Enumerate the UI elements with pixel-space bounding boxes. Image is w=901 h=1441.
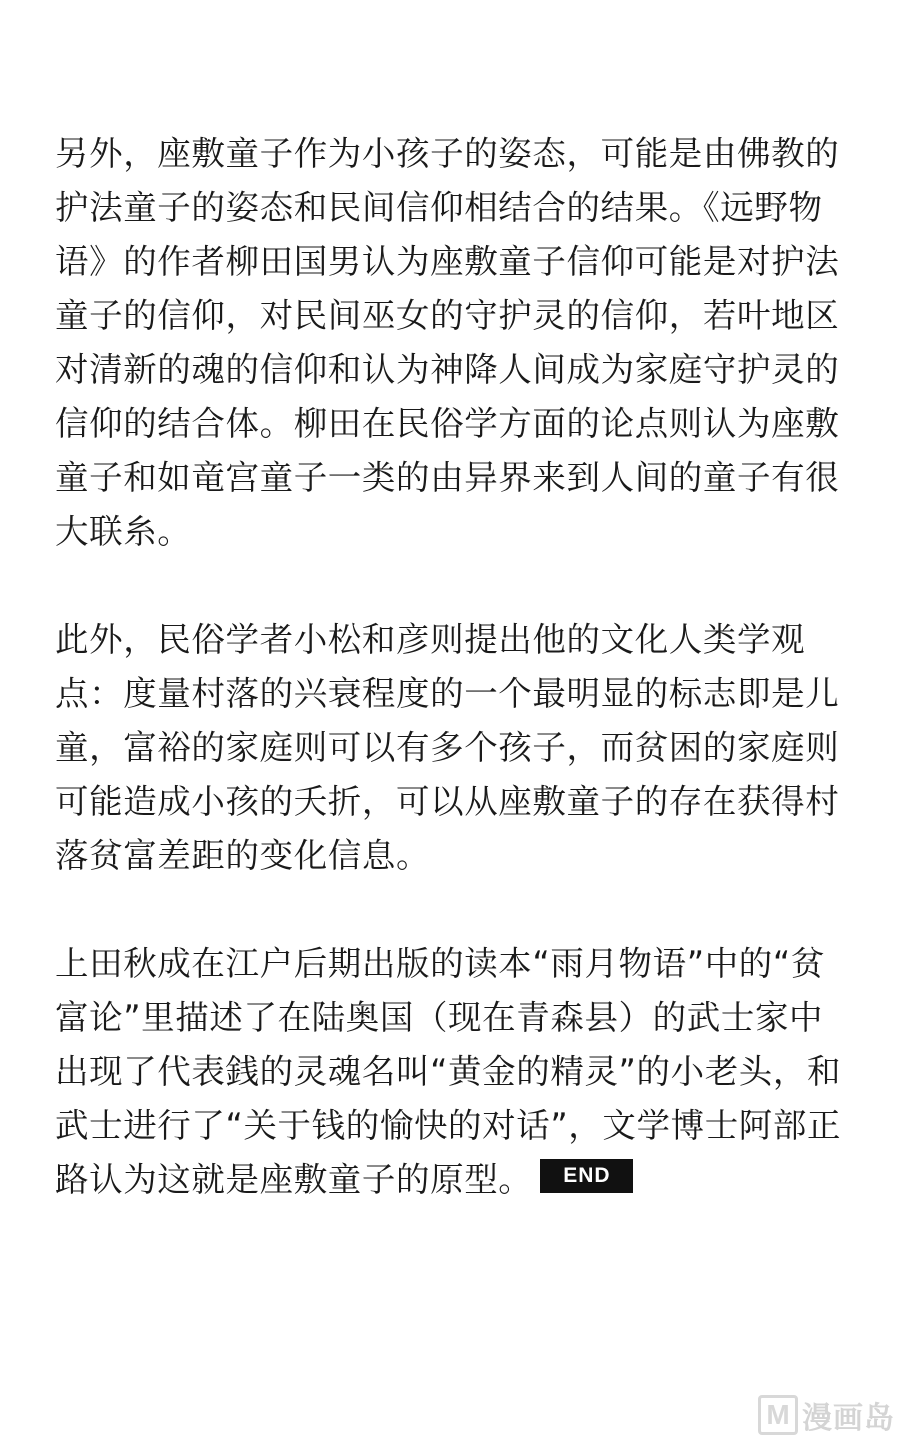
paragraph-1: 另外，座敷童子作为小孩子的姿态，可能是由佛教的护法童子的姿态和民间信仰相结合的结果。《远野物语》的作者柳田国男认为座敷童子信仰可能是对护法童子的信仰，对民间巫女的守护灵的信仰，若叶地区对清新的魂的信仰和认为神降人间成为家庭守护灵的信仰的结合体。柳田在民俗学方面的论点则认为座敷童子和如竜宫童子一类的由异界来到人间的童子有很大联糸。 <box>55 134 840 551</box>
paragraph-3 <box>55 937 850 1207</box>
paragraph-3-text: 上田秋成在江户后期出版的读本“雨月物语”中的“贫富论”里描述了在陆奥国（现在青森县）的武士家中出现了代表銭的灵魂名叫“黄金的精灵”的小老头，和武士进行了“关于钱的愉快的对话”，文学博士阿部正路认为这就是座敷童子的原型。 <box>55 944 842 1199</box>
watermark-text: 漫画岛 <box>802 1401 895 1436</box>
watermark <box>758 1393 895 1437</box>
watermark-logo-icon: M <box>758 1395 798 1435</box>
end-badge: END <box>540 1159 633 1193</box>
article-body <box>55 127 850 1207</box>
paragraph-2: 此外，民俗学者小松和彦则提出他的文化人类学观点：度量村落的兴衰程度的一个最明显的标志即是儿童，富裕的家庭则可以有多个孩子，而贫困的家庭则可能造成小孩的夭折，可以从座敷童子的存在获得村落贫富差距的变化信息。 <box>55 620 840 875</box>
